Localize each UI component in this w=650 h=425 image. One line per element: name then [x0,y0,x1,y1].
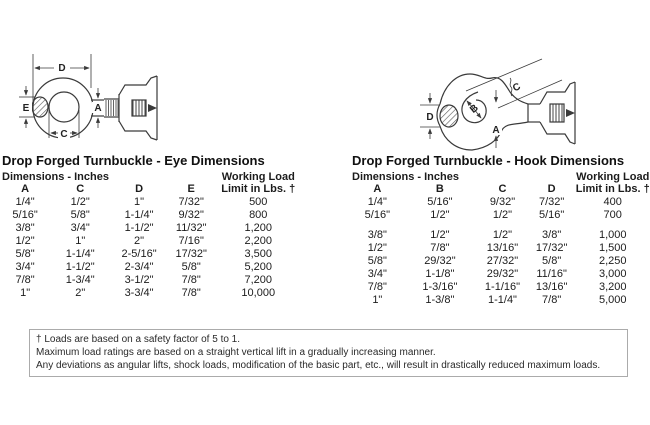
table-cell: 3/4" [15,261,35,273]
table-cell: 7/8" [542,294,562,306]
table-row [2,209,300,222]
table-cell: 7/32" [538,196,565,208]
footnote-load-ratings: Maximum load ratings are based on a straight vertical lift in a gradually increasing manner. [36,347,436,358]
footnote-safety-factor: † Loads are based on a safety factor of 5 to 1. [36,334,241,345]
table-cell: 400 [603,196,622,208]
table-row [352,209,650,222]
eye-dims-header: Dimensions - Inches [2,171,109,183]
table-cell: 7/8" [15,274,35,286]
eye-table-header-row-1 [2,171,300,183]
table-cell: 1-3/8" [425,294,455,306]
table-cell: 1-1/8" [425,268,455,280]
table-cell: 7/16" [178,235,204,247]
table-cell: 1" [75,235,86,247]
table-row [2,196,300,209]
table-cell: 3/4" [70,222,90,234]
table-cell: 3/4" [367,268,387,280]
table-cell: 2-5/16" [121,248,157,260]
eye-dim-label-d: D [58,63,66,74]
table-cell: 1" [372,294,383,306]
table-cell: 3,000 [598,268,627,280]
table-cell: 3/8" [15,222,35,234]
eye-table-body [2,196,300,300]
eye-dim-label-a: A [94,103,102,114]
hook-dim-label-a: A [492,125,500,136]
table-cell: 11/32" [175,222,207,234]
table-cell: 1/2" [70,196,90,208]
table-cell: 1/2" [492,209,513,221]
table-cell: 7/8" [181,287,201,299]
table-cell: 1-1/2" [124,222,154,234]
eye-col-header-c: C [76,183,85,195]
table-cell: 5/16" [364,209,390,221]
table-cell: 1/2" [367,242,387,254]
table-cell: 1/4" [367,196,387,208]
table-cell: 3,500 [244,248,273,260]
eye-turnbuckle-diagram [6,14,220,152]
table-cell: 3/8" [367,229,387,241]
eye-table-header-row-2 [2,183,300,196]
table-cell: 7/8" [181,274,201,286]
table-row [2,222,300,235]
table-cell: 800 [249,209,268,221]
table-cell: 1,000 [598,229,627,241]
table-cell: 11/16" [536,268,567,280]
table-cell: 27/32" [486,255,519,267]
table-cell: 5/16" [12,209,38,221]
table-row [352,268,650,281]
eye-dim-label-c: C [60,129,68,140]
hook-dimensions-table [352,153,650,307]
hook-dims-header: Dimensions - Inches [352,171,459,183]
footnotes-box [29,329,628,377]
table-cell: 3/8" [542,229,562,241]
table-row [352,255,650,268]
table-cell: 1-1/4" [124,209,154,221]
table-cell: 1/4" [15,196,35,208]
eye-col-header-a: A [21,183,30,195]
table-cell: 1-1/4" [65,248,95,260]
hook-col-header-c: C [498,183,507,195]
table-row [352,281,650,294]
hook-dim-label-c: C [511,81,523,95]
hook-col-header-a: A [373,183,382,195]
table-cell: 1-1/2" [65,261,95,273]
table-cell: 1-1/16" [484,281,521,293]
table-row [2,274,300,287]
table-cell: 1-1/4" [487,294,517,306]
eye-col-header-limit: Limit in Lbs. † [221,183,296,195]
table-cell: 17/32" [535,242,568,254]
table-cell: 9/32" [178,209,204,221]
table-cell: 13/16" [535,281,568,293]
table-cell: 7/32" [178,196,204,208]
eye-working-load-header: Working Load [221,171,295,183]
eye-col-header-e: E [187,183,195,195]
table-cell: 5/8" [15,248,35,260]
eye-col-header-d: D [135,183,144,195]
table-cell: 5/16" [427,196,453,208]
table-row [2,261,300,274]
hook-table-body [352,196,650,307]
table-cell: 1" [20,287,31,299]
table-cell: 5/16" [538,209,565,221]
table-cell: 5/8" [181,261,201,273]
hook-turnbuckle-diagram [390,16,638,156]
table-row [352,229,650,242]
eye-dimensions-table [2,153,300,300]
table-cell: 29/32" [486,268,519,280]
table-cell: 2,250 [598,255,627,267]
table-cell: 5/8" [367,255,387,267]
hook-dim-label-d: D [426,112,434,123]
table-cell: 29/32" [424,255,456,267]
table-row [352,196,650,209]
table-cell: 2,200 [244,235,273,247]
hook-col-header-d: D [547,183,556,195]
eye-dim-label-e: E [22,103,30,114]
table-row [2,248,300,261]
table-cell: 13/16" [486,242,519,254]
table-cell: 7,200 [244,274,273,286]
table-cell: 1" [134,196,145,208]
table-cell: 1/2" [15,235,35,247]
table-cell: 1/2" [492,229,513,241]
table-cell: 1/2" [430,209,450,221]
hook-table-header-row-1 [352,171,650,183]
table-cell: 7/8" [367,281,387,293]
table-cell: 2-3/4" [124,261,154,273]
table-row [2,287,300,300]
table-cell: 2" [134,235,145,247]
table-row [352,294,650,307]
table-cell: 5,000 [598,294,627,306]
table-cell: 1-3/4" [65,274,95,286]
table-cell: 17/32" [175,248,207,260]
table-cell: 1,500 [598,242,627,254]
table-cell: 700 [603,209,622,221]
table-cell: 3-3/4" [124,287,154,299]
table-cell: 5,200 [244,261,273,273]
table-cell: 3-1/2" [124,274,154,286]
hook-col-header-limit: Limit in Lbs. † [575,183,650,195]
eye-table-title: Drop Forged Turnbuckle - Eye Dimensions [2,153,265,168]
table-row [352,242,650,255]
table-cell: 9/32" [489,196,516,208]
table-cell: 5/8" [542,255,562,267]
table-cell: 1-3/16" [422,281,458,293]
table-cell: 7/8" [430,242,450,254]
table-cell: 5/8" [70,209,90,221]
hook-working-load-header: Working Load [576,171,650,183]
table-cell: 1/2" [430,229,450,241]
hook-col-header-b: B [435,183,444,195]
table-cell: 1,200 [244,222,273,234]
footnote-deviations: Any deviations as angular lifts, shock loads, modification of the basic part, etc., will result in drastically reduced maximum loads. [36,360,601,371]
table-cell: 500 [249,196,268,208]
table-cell: 3,200 [598,281,627,293]
table-row [2,235,300,248]
hook-dim-label-b: B [468,102,481,116]
hook-table-header-row-2 [352,183,650,196]
table-cell: 10,000 [241,287,276,299]
table-cell: 2" [75,287,86,299]
hook-table-title: Drop Forged Turnbuckle - Hook Dimensions [352,153,625,168]
